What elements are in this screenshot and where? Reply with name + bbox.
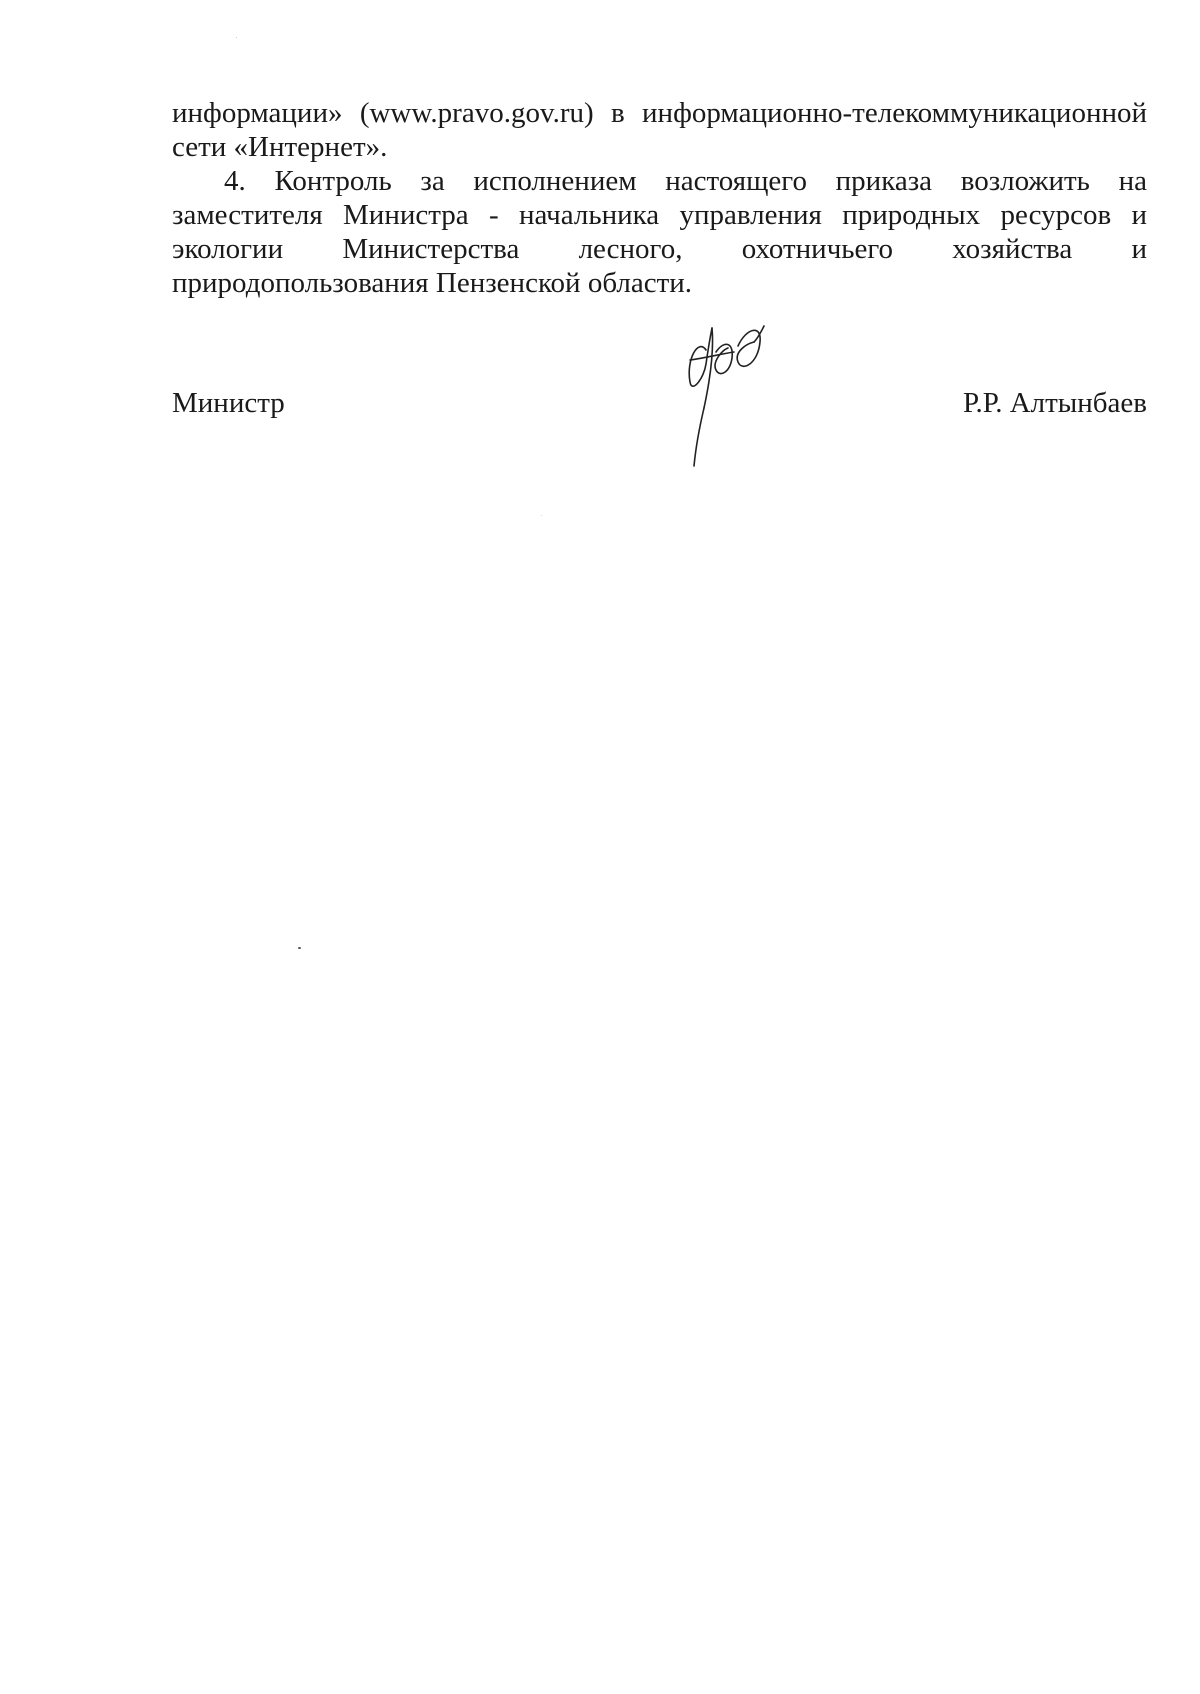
text-word: и [1131, 233, 1147, 265]
text-word: (www.pravo.gov.ru) [359, 97, 594, 129]
text-word: за [420, 165, 445, 197]
text-word: исполнением [473, 165, 637, 197]
text-word: ресурсов [1000, 199, 1112, 231]
text-word: на [1118, 165, 1147, 197]
text-word: начальника [518, 199, 660, 231]
text-word: информационно-телекоммуникационной [642, 97, 1147, 129]
paragraph-4-line-4: природопользования Пензенской области. [172, 267, 693, 299]
text-word: приказа [835, 165, 933, 197]
text-word: заместителя [172, 199, 323, 231]
text-word: лесного, [578, 233, 683, 265]
text-word: 4. [224, 165, 246, 197]
text-word: в [610, 97, 625, 129]
handwritten-signature [676, 320, 786, 470]
scan-speck [298, 947, 301, 949]
paragraph-4-line-3 [172, 232, 1147, 266]
scan-speck [541, 515, 542, 516]
text-word: возложить [960, 165, 1090, 197]
paragraph-3-line-2: сети «Интернет». [172, 131, 388, 163]
text-word: Контроль [274, 165, 392, 197]
paragraph-4-line-2 [172, 198, 1147, 232]
position-title: Министр [172, 387, 285, 419]
scan-speck [236, 37, 237, 38]
text-word: - [488, 199, 499, 231]
text-word: настоящего [665, 165, 807, 197]
paragraph-4-line-1 [224, 164, 1147, 198]
text-word: информации» [172, 97, 343, 129]
text-word: управления [679, 199, 822, 231]
text-word: Министерства [342, 233, 520, 265]
text-word: охотничьего [741, 233, 894, 265]
text-word: и [1131, 199, 1147, 231]
text-word: хозяйства [952, 233, 1073, 265]
text-word: экологии [172, 233, 284, 265]
text-word: Министра [343, 199, 469, 231]
signature-block [172, 386, 1147, 420]
text-word: природных [842, 199, 981, 231]
signer-name: Р.Р. Алтынбаев [962, 387, 1147, 419]
paragraph-3-line-1 [172, 96, 1147, 130]
